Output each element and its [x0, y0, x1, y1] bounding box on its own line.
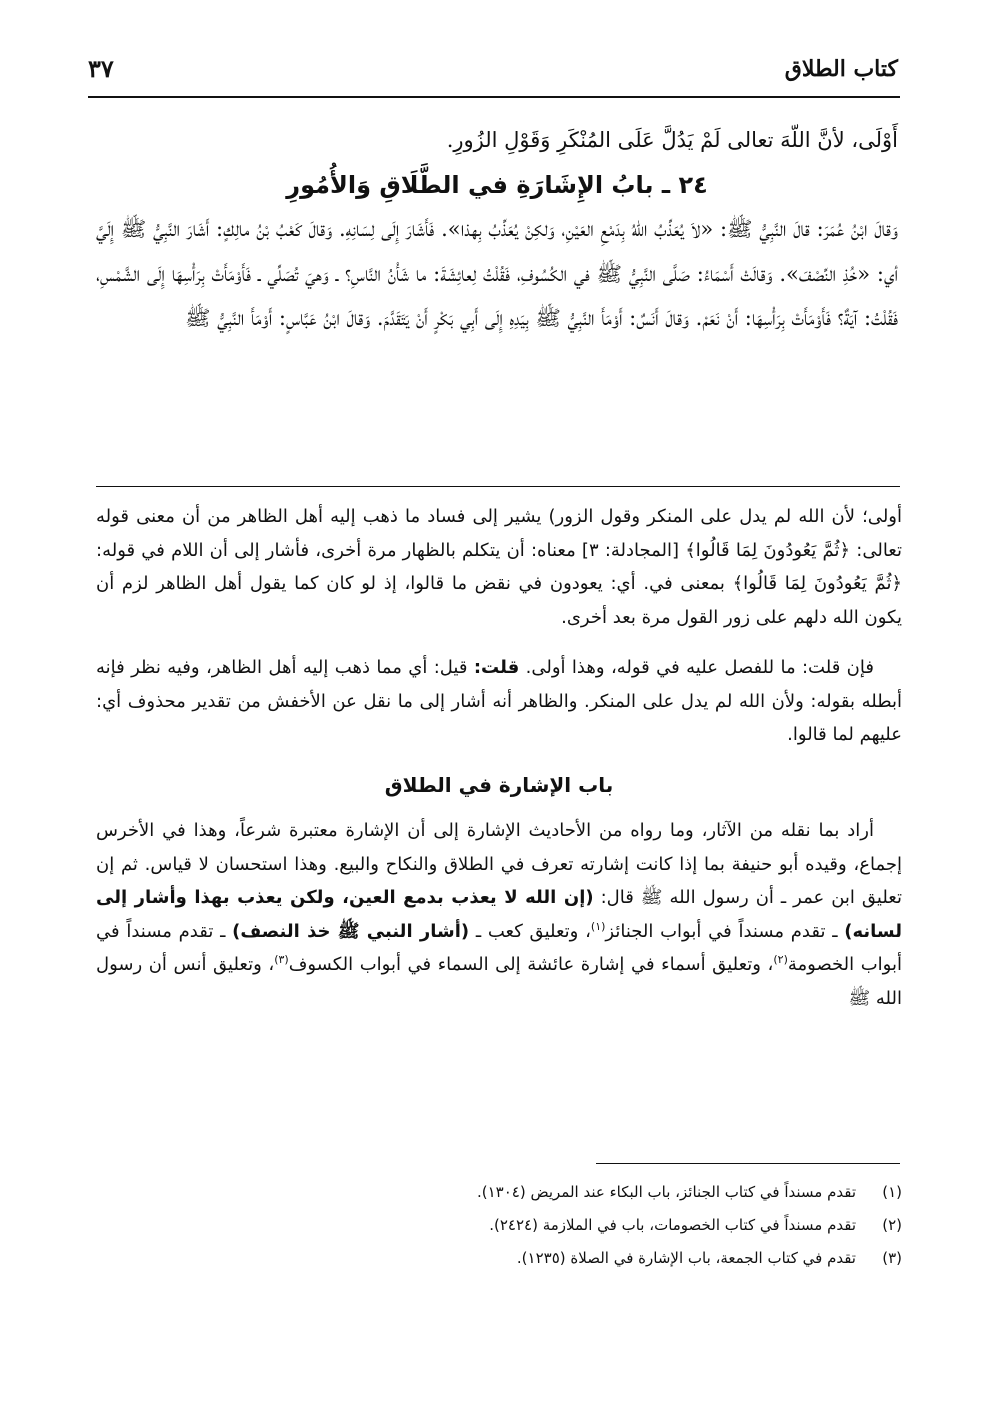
- commentary-text: ـ تقدم مسنداً في أبواب الخصومة: [96, 920, 902, 975]
- footnote: [96, 1242, 902, 1275]
- footnote: [96, 1176, 902, 1209]
- commentary-paragraph: [96, 814, 902, 1015]
- footnotes: [96, 1176, 902, 1275]
- footnote-text: تقدم في كتاب الجمعة، باب الإشارة في الصلاة (١٢٣٥).: [516, 1249, 856, 1267]
- page-number: ٣٧: [88, 54, 114, 83]
- footnote-number: (٢): [882, 1216, 902, 1234]
- footnote-number: (١): [882, 1183, 902, 1201]
- commentary-paragraph: أولى؛ لأن الله لم يدل على المنكر وقول الزور) يشير إلى فساد ما ذهب إليه أهل الظاهر من أن معنى قوله تعالى: ﴿ثُمَّ يَعُودُونَ لِمَا قَالُوا﴾ [المجادلة: ٣] معناه: أن يتكلم بالظهار مرة أخرى، فأشار إلى أن اللام في قوله: ﴿ثُمَّ يَعُودُونَ لِمَا قَالُوا﴾ بمعنى في. أي: يعودون في نقض ما قالوا، إذ لو كان كما يقول أهل الظاهر لزم أن يكون الله دلهم على زور القول مرة بعد أخرى.: [96, 506, 903, 628]
- commentary-bold: (أشار النبي ﷺ خذ النصف): [232, 920, 470, 942]
- commentary-text: فإن قلت: ما للفصل عليه في قوله، وهذا أولى.: [525, 657, 874, 678]
- matn-line: أَوْلَى، لأنَّ اللّهَ تعالى لَمْ يَدُلَّ عَلَى المُنْكَرِ وَقَوْلِ الزُورِ.: [446, 128, 898, 152]
- footnote-ref[interactable]: (١): [590, 919, 606, 933]
- header-divider: [88, 96, 900, 98]
- footnote-ref[interactable]: (٢): [773, 953, 788, 966]
- footnote-number: (٣): [882, 1249, 902, 1267]
- running-header: [88, 52, 898, 92]
- commentary-heading: باب الإشارة في الطلاق: [384, 772, 614, 797]
- footnotes-divider: [596, 1163, 900, 1164]
- commentary-text: ، وتعليق أنس أن رسول الله ﷺ: [96, 954, 902, 1009]
- footnote: [96, 1209, 902, 1242]
- commentary: [96, 500, 902, 1032]
- footnote-ref[interactable]: (٣): [274, 953, 289, 966]
- commentary-text: أراد بما نقله من الآثار، وما رواه من الأحاديث الإشارة إلى أن الإشارة معتبرة شرعاً، وهذا في الأخرس إجماع، وقيده أبو حنيفة بما إذا كانت إشارته تعرف في الطلاق والنكاح والبيع. وهذا استحسان لا قياس. ثم إن تعليق ابن عمر ـ أن رسول الله ﷺ قال:: [96, 820, 902, 908]
- commentary-bold: قلت:: [473, 657, 520, 678]
- commentary-text: ـ تقدم مسنداً في أبواب الجنائز: [605, 920, 838, 942]
- commentary-text: ، وتعليق كعب ـ: [475, 920, 591, 942]
- hadith-text: [96, 118, 898, 341]
- commentary-text: ، وتعليق أسماء في إشارة عائشة إلى السماء في أبواب الكسوف: [288, 954, 774, 975]
- book-title: كتاب الطلاق: [784, 56, 898, 82]
- footnote-text: تقدم مسنداً في كتاب الخصومات، باب في الملازمة (٢٤٢٤).: [489, 1216, 856, 1234]
- commentary-text: قيل: أي مما ذهب إليه أهل الظاهر، وفيه نظر فإنه أبطله بقوله: ولأن الله لم يدل على المنكر. والظاهر أنه أشار إلى ما نقل عن الأخفش من تقدير محذوف أي: عليهم لما قالوا.: [96, 657, 902, 745]
- footnote-text: تقدم مسنداً في كتاب الجنائز، باب البكاء عند المريض (١٣٠٤).: [477, 1183, 856, 1201]
- commentary-divider: [96, 486, 900, 487]
- chapter-heading: ٢٤ ـ بابُ الإِشَارَةِ في الطَّلَاقِ وَالأُمُورِ: [286, 170, 708, 199]
- matn-body: وَقالَ ابْنُ عُمَرَ: قالَ النَّبِيُّ ﷺ: «لاَ يُعَذِّبُ اللّهُ بِدَمْعِ العَيْنِ، وَلكِنْ يُعَذِّبُ بِهذا». فَأَشَارَ إِلَى لِسَانِهِ. وَقالَ كَعْبُ بْنُ مالِكٍ: أَشَارَ النَّبِيُّ ﷺ إِلَيَّ أي: «خُذِ النِّصْفَ». وَقالَتْ أَسْمَاءُ: صَلَّى النَّبِيُّ ﷺ في الكُسُوفِ، فَقُلْتُ لِعائِشَةَ: ما شَأْنُ النَّاسِ؟ ـ وَهيَ تُصَلِّي ـ فَأَوْمَأَتْ بِرَأْسِهَا إِلَى الشَّمْسِ، فَقُلْتُ: آيَةٌ؟ فَأَوْمَأَتْ بِرَأْسِهَا: أَنْ نَعَمْ. وَقالَ أَنَسٌ: أَوْمَأَ النَّبِيُّ ﷺ بِيَدِهِ إِلَى أَبِي بَكْرٍ أَنْ يَتَقَدَّمَ. وَقالَ ابْنُ عَبَّاسٍ: أَوْمَأَ النَّبِيُّ ﷺ: [96, 217, 898, 330]
- commentary-paragraph: [96, 651, 902, 752]
- commentary-bold: (إن الله لا يعذب بدمع العين، ولكن يعذب بهذا وأشار إلى لسانه): [96, 887, 902, 942]
